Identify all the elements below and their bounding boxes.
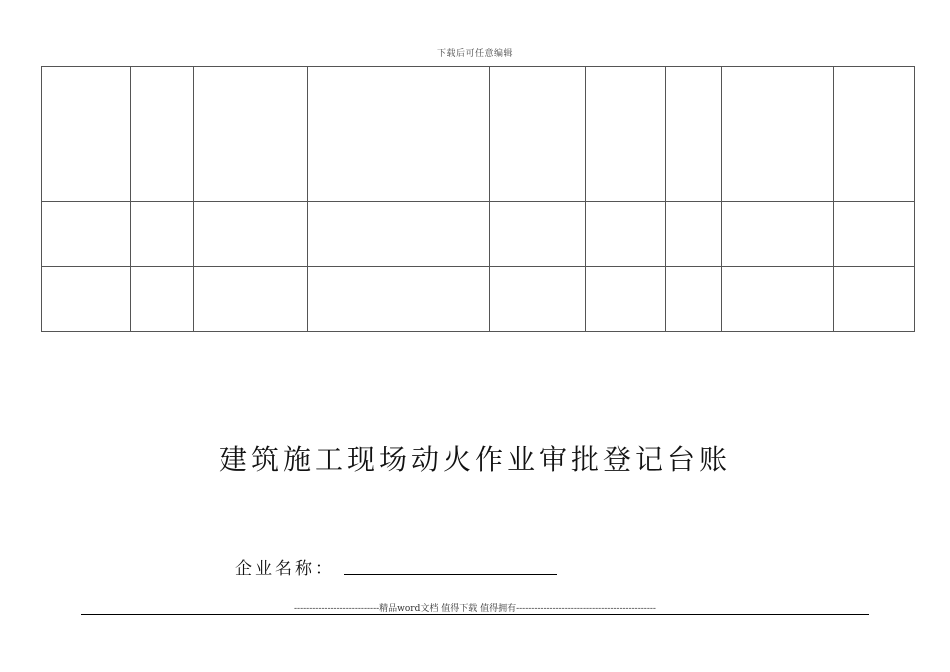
table-cell xyxy=(586,67,666,202)
company-name-field[interactable] xyxy=(344,574,557,575)
table-cell xyxy=(131,67,194,202)
table-row xyxy=(42,267,915,332)
table-cell xyxy=(131,267,194,332)
table-cell xyxy=(834,202,915,267)
table-row xyxy=(42,202,915,267)
table-cell xyxy=(722,202,834,267)
table-cell xyxy=(194,267,308,332)
table-cell xyxy=(666,67,722,202)
table-cell xyxy=(131,202,194,267)
table-cell xyxy=(666,202,722,267)
table-cell xyxy=(490,202,586,267)
table-cell xyxy=(42,67,131,202)
table-cell xyxy=(586,267,666,332)
footer-note: ----------------------------精品word文档 值得下载 值得拥有---------------------------------------------- xyxy=(294,604,656,614)
table-cell xyxy=(308,267,490,332)
table-cell xyxy=(490,267,586,332)
table-cell xyxy=(722,267,834,332)
table-cell xyxy=(308,67,490,202)
table-cell xyxy=(722,67,834,202)
table-cell xyxy=(834,67,915,202)
table-cell xyxy=(194,67,308,202)
company-name-label: 企业名称： xyxy=(235,559,335,579)
ledger-table xyxy=(41,66,915,332)
table-cell xyxy=(308,202,490,267)
table-cell xyxy=(490,67,586,202)
table-cell xyxy=(42,202,131,267)
table-cell xyxy=(586,202,666,267)
footer-divider xyxy=(81,614,869,615)
document-title: 建筑施工现场动火作业审批登记台账 xyxy=(218,443,731,476)
table-cell xyxy=(194,202,308,267)
header-note: 下载后可任意编辑 xyxy=(436,49,513,59)
table-row xyxy=(42,67,915,202)
table-cell xyxy=(834,267,915,332)
table-cell xyxy=(42,267,131,332)
table-cell xyxy=(666,267,722,332)
